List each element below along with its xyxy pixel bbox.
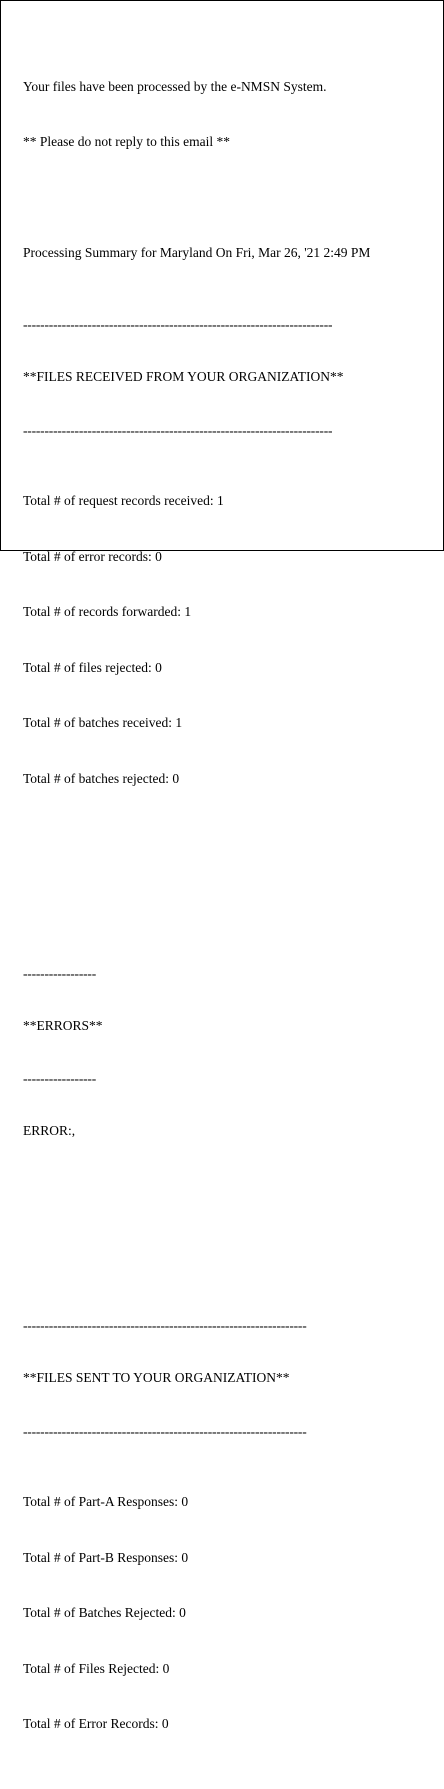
- no-reply-notice: ** Please do not reply to this email **: [23, 134, 230, 149]
- separator-line: -----------------: [23, 965, 97, 981]
- files-sent-item: Total # of Batches Rejected: 0: [23, 1605, 186, 1620]
- summary-title: Processing Summary for Maryland On Fri, Mar 26, '21 2:49 PM: [23, 245, 371, 260]
- files-received-item: Total # of files rejected: 0: [23, 659, 162, 675]
- errors-heading: **ERRORS**: [23, 1017, 103, 1033]
- files-sent-item: Total # of Part-B Responses: 0: [23, 1549, 189, 1565]
- spacer: [23, 844, 439, 863]
- files-received-item: Total # of batches received: 1: [23, 715, 183, 730]
- spacer: [23, 189, 439, 208]
- processed-notice: Your files have been processed by the e-NMSN System.: [23, 78, 327, 94]
- separator-line: -----------------: [23, 1071, 97, 1086]
- files-received-heading: **FILES RECEIVED FROM YOUR ORGANIZATION**: [23, 369, 344, 384]
- separator-line: ------------------------------------------------------------------------: [23, 422, 333, 438]
- files-received-item: Total # of batches rejected: 0: [23, 770, 180, 786]
- separator-line: ------------------------------------------------------------------------: [23, 317, 333, 332]
- errors-body: ERROR:,: [23, 1123, 76, 1138]
- email-body: [23, 22, 439, 1789]
- files-received-item: Total # of records forwarded: 1: [23, 604, 192, 619]
- files-sent-item: Total # of Error Records: 0: [23, 1716, 169, 1731]
- spacer: [23, 1196, 439, 1215]
- separator-line: ------------------------------------------------------------------: [23, 1423, 307, 1439]
- files-received-item: Total # of error records: 0: [23, 548, 162, 564]
- files-received-item: Total # of request records received: 1: [23, 493, 224, 508]
- separator-line: ------------------------------------------------------------------: [23, 1318, 307, 1333]
- files-sent-item: Total # of Files Rejected: 0: [23, 1660, 170, 1676]
- spacer: [23, 899, 439, 911]
- files-sent-item: Total # of Part-A Responses: 0: [23, 1494, 189, 1509]
- spacer: [23, 1252, 439, 1264]
- files-sent-heading: **FILES SENT TO YOUR ORGANIZATION**: [23, 1370, 290, 1385]
